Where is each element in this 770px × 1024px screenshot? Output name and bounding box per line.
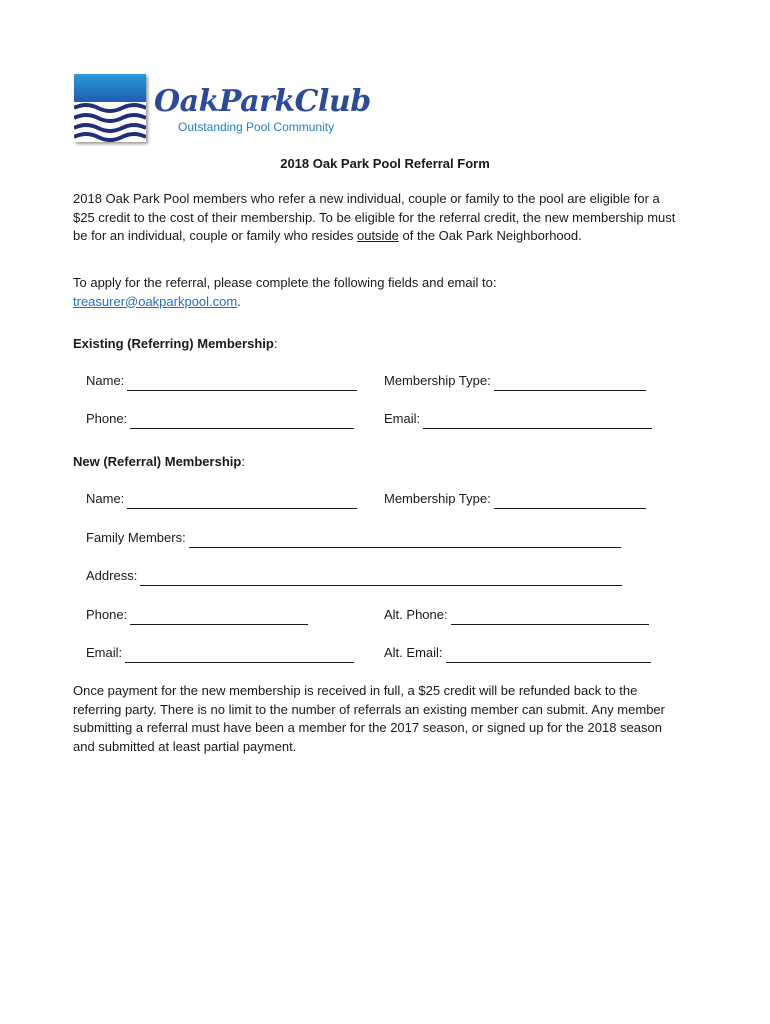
address-field[interactable] <box>86 567 622 586</box>
intro-underlined-word: outside <box>356 228 399 243</box>
new-type-line[interactable] <box>494 494 646 509</box>
alt-email-label: Alt. Email: <box>384 645 443 660</box>
new-name-line[interactable] <box>127 494 357 509</box>
existing-membership-type-field[interactable] <box>384 372 646 391</box>
existing-name-label: Name: <box>86 373 125 388</box>
existing-phone-label: Phone: <box>86 411 128 426</box>
existing-type-label: Membership Type: <box>384 373 491 388</box>
new-heading-colon: : <box>241 454 245 469</box>
new-membership-type-field[interactable] <box>384 490 646 509</box>
intro-paragraph <box>73 190 683 246</box>
closing-paragraph: Once payment for the new membership is received in full, a $25 credit will be refunded back to the referring party. There is no limit to the number of referrals an existing member can submit. Any member submitting a referral must have been a member for the 2017 season, or signed up for the 2018 season and submitted at least partial payment. <box>73 683 665 754</box>
new-name-label: Name: <box>86 491 125 506</box>
new-phone-line[interactable] <box>130 610 308 625</box>
existing-heading-colon: : <box>273 336 278 351</box>
address-label: Address: <box>86 568 138 583</box>
logo-tagline: Outstanding Pool Community <box>178 120 335 134</box>
oak-park-club-logo <box>74 74 374 146</box>
existing-membership-heading <box>73 335 277 354</box>
existing-phone-line[interactable] <box>130 414 354 429</box>
existing-name-field[interactable] <box>86 372 357 391</box>
new-type-label: Membership Type: <box>384 491 491 506</box>
alt-email-line[interactable] <box>446 648 651 663</box>
family-members-field[interactable] <box>86 529 621 548</box>
existing-phone-field[interactable] <box>86 410 354 429</box>
treasurer-email-link[interactable]: treasurer@oakparkpool.com <box>73 293 238 309</box>
intro-text-before: 2018 Oak Park Pool members who refer a new individual, couple or family to the pool are eligible for a $25 credit to the cost of their membership. To be eligible for the referral credit, the new membership must be for an individual, couple or family who resides <box>73 191 676 243</box>
existing-type-line[interactable] <box>494 376 646 391</box>
alt-email-field[interactable] <box>384 644 651 663</box>
existing-name-line[interactable] <box>127 376 357 391</box>
new-email-field[interactable] <box>86 644 354 663</box>
address-line[interactable] <box>140 571 622 586</box>
alt-phone-field[interactable] <box>384 606 649 625</box>
new-heading-text: New (Referral) Membership <box>73 454 242 469</box>
apply-period: . <box>237 293 241 309</box>
new-email-label: Email: <box>86 645 123 660</box>
new-name-field[interactable] <box>86 490 357 509</box>
new-email-line[interactable] <box>125 648 354 663</box>
page-title: 2018 Oak Park Pool Referral Form <box>280 156 490 171</box>
new-phone-label: Phone: <box>86 607 128 622</box>
apply-text: To apply for the referral, please complete the following fields and email to: <box>73 275 497 290</box>
alt-phone-line[interactable] <box>451 610 649 625</box>
alt-phone-label: Alt. Phone: <box>384 607 448 622</box>
logo-name: OakParkClub <box>154 84 371 119</box>
existing-email-label: Email: <box>384 411 421 426</box>
family-members-line[interactable] <box>189 533 621 548</box>
existing-heading-text: Existing (Referring) Membership <box>73 336 274 351</box>
apply-paragraph <box>73 274 683 311</box>
family-members-label: Family Members: <box>86 530 186 545</box>
existing-email-line[interactable] <box>423 414 652 429</box>
new-membership-heading <box>73 453 245 472</box>
intro-text-after: of the Oak Park Neighborhood. <box>398 228 582 243</box>
wave-icon <box>74 74 146 142</box>
existing-email-field[interactable] <box>384 410 652 429</box>
new-phone-field[interactable] <box>86 606 308 625</box>
